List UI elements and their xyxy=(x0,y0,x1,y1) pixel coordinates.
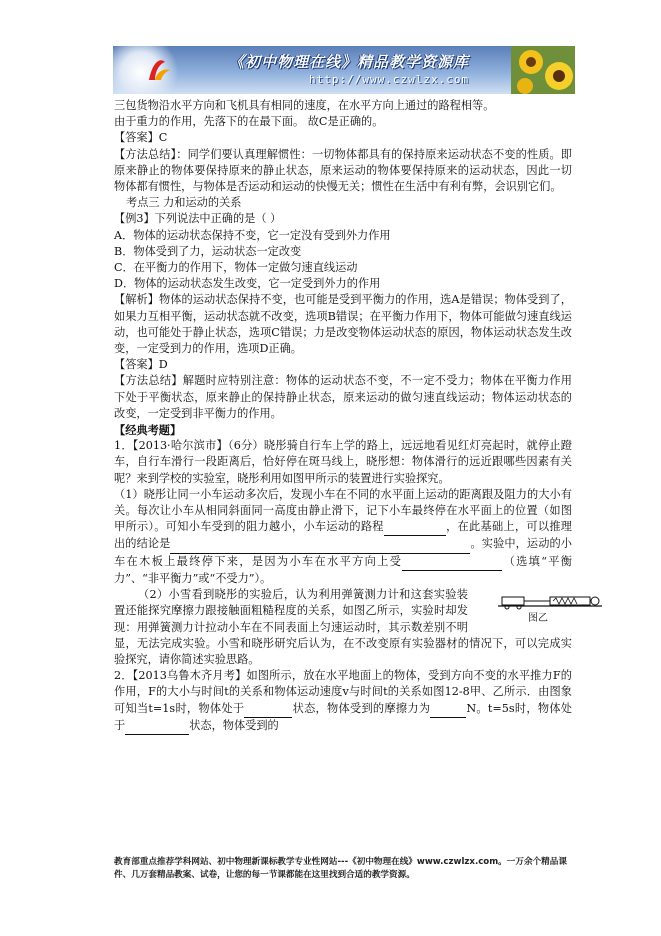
answer-blank[interactable] xyxy=(125,718,189,735)
answer-blank[interactable] xyxy=(402,554,502,571)
sunflower-icon xyxy=(511,46,575,94)
method-summary: 【方法总结】：同学们要认真理解惯性：一切物体都具有的保持原来运动状态不变的性质。即原来静止的物体要保持原来的静止状态，原来运动的物体要保持原来的运动状态，因此一切物体都有惯性，与物体是否运动和运动的快慢无关；惯性在生活中有利有弊，会识别它们。 xyxy=(114,147,572,194)
figure-caption: 图乙 xyxy=(528,613,548,625)
answer-blank[interactable] xyxy=(244,701,292,718)
question-1-intro: 1．【2013·哈尔滨市】（6分）晓彤骑自行车上学的路上，远远地看见红灯亮起时，就停止蹬车，自行车滑行一段距离后，恰好停在斑马线上，晓彤想：物体滑行的远近跟哪些因素有关呢？来到学校的实验室，晓彤利用如图甲所示的装置进行实验探究。 xyxy=(114,439,572,485)
spring-scale-cart-icon xyxy=(498,589,602,611)
banner-title: 《初中物理在线》精品教学资源库 xyxy=(229,53,470,71)
example-question: 【例3】下列说法中正确的是（ ） xyxy=(114,212,282,226)
q2-text-c: N。t=5s时，物体处于 xyxy=(114,701,572,732)
answer-label: 【答案】C xyxy=(114,131,168,145)
paragraph-line: 由于重力的作用，先落下的在最下面。 故C是正确的。 xyxy=(114,115,384,129)
q1-text-d: （选填“平衡力”、“非平衡力”或“不受力”）。 xyxy=(114,554,572,585)
answer-label: 【答案】D xyxy=(114,358,168,372)
section-heading: 考点三 力和运动的关系 xyxy=(126,196,242,210)
page-footer: 教育部重点推荐学科网站、初中物理新课标教学专业性网站---《初中物理在线》www.czwlzx.com。一万余个精品课件、几万套精品教案、试卷，让您的每一节课都能在这里找到合适的教学资源。 xyxy=(114,857,567,880)
q2-text-d: 状态，物体受到的 xyxy=(189,718,279,732)
paragraph-line: 三包货物沿水平方向和飞机具有相同的速度，在水平方向上通过的路程相等。 xyxy=(114,99,495,112)
site-logo-icon xyxy=(143,54,175,86)
q1-text-a: （1）晓彤让同一小车运动多次后，发现小车在不同的水平面上运动的距离跟及阻力的大小有关。每次让小车从相同斜面同一高度由静止滑下，记下小车最终停在水平面上的位置（如图甲所示）。可知小车受到的阻力越小，小车运动的路程 xyxy=(114,487,572,534)
question-1-part-2 xyxy=(114,587,572,668)
header-banner xyxy=(113,46,575,94)
q2-text-b: 状态，物体受到的摩擦力为 xyxy=(292,701,431,715)
question-2 xyxy=(114,668,572,735)
banner-url[interactable]: http://www.czwlzx.com xyxy=(309,73,470,86)
analysis: 【解析】物体的运动状态保持不变，也可能是受到平衡力的作用，选A是错误；物体受到了，如果力互相平衡，运动状态就不改变，选项B错误；在平衡力作用下，物体可能做匀速直线运动，也可能处于静止状态，选项C错误；力是改变物体运动状态的原因，物体运动状态发生改变，一定受到力的作用，选项D正确。 xyxy=(114,293,572,356)
answer-blank[interactable] xyxy=(170,536,470,553)
option-d: D．物体的运动状态发生改变，它一定受到外力的作用 xyxy=(114,277,381,291)
answer-blank[interactable] xyxy=(430,701,466,718)
option-b: B．物体受到了力，运动状态一定改变 xyxy=(114,244,302,258)
q1-text-b: ，在此基础上，可以推理出的结论是 xyxy=(114,520,572,551)
option-c: C．在平衡力的作用下，物体一定做匀速直线运动 xyxy=(114,261,358,275)
figure-yi xyxy=(474,589,578,625)
option-a: A．物体的运动状态保持不变，它一定没有受到外力作用 xyxy=(114,228,391,242)
q2-text-a: 2．【2013乌鲁木齐月考】如图所示，放在水平地面上的物体，受到方向不变的水平推力F的作用，F的大小与时间t的关系和物体运动速度v与时间t的关系如图12-8甲、乙所示．由图象可知当t=1s时，物体处于 xyxy=(114,669,572,715)
document-body xyxy=(114,98,572,735)
method-summary: 【方法总结】解题时应特别注意：物体的运动状态不变，不一定不受力；物体在平衡力作用下处于平衡状态，原来静止的保持静止状态，原来运动的做匀速直线运动；物体运动状态的改变，一定受到非平衡力的作用。 xyxy=(114,374,572,420)
question-1-part-1 xyxy=(114,487,572,587)
classic-exam-heading: 【经典考题】 xyxy=(114,423,182,438)
q1-text-c: 。实验中，运动的小车在木板上最终停下来，是因为小车在水平方向上受 xyxy=(114,537,572,568)
q1-part-2-text: （2）小雪看到晓彤的实验后，认为利用弹簧测力计和这套实验装置还能探究摩擦力跟接触面粗糙程度的关系，如图乙所示，实验时却发现：用弹簧测力计拉动小车在不同表面上匀速运动时，其示数差别不明显，无法完成实验。小雪和晓彤研究后认为，在不改变原有实验器材的情况下，可以完成实验探究，请你简述实验思路。 xyxy=(114,588,572,666)
answer-blank[interactable] xyxy=(384,519,446,536)
